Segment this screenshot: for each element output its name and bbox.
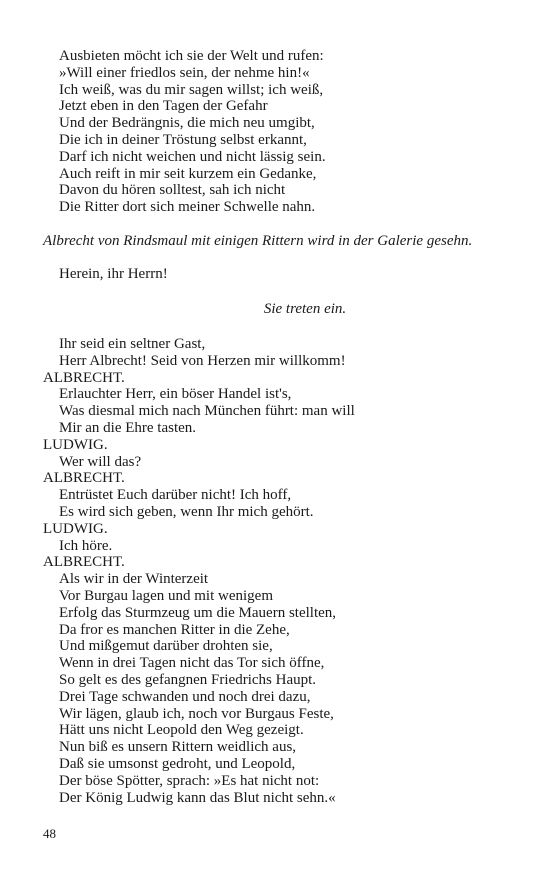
verse-line: Was diesmal mich nach München führt: man will (59, 403, 355, 420)
verse-line: Auch reift in mir seit kurzem ein Gedanke, (59, 165, 317, 182)
verse-line: Da fror es manchen Ritter in die Zehe, (59, 621, 290, 638)
verse-line: Entrüstet Euch darüber nicht! Ich hoff, (59, 487, 292, 504)
stage-direction: Albrecht von Rindsmaul mit einigen Rittern wird in der Galerie gesehn. (43, 233, 473, 249)
verse-line: Vor Burgau lagen und mit wenigem (59, 587, 273, 604)
stage-direction: Sie treten ein. (263, 301, 347, 317)
verse-line: Wenn in drei Tagen nicht das Tor sich öffne, (59, 655, 325, 672)
verse-line: Ausbieten möcht ich sie der Welt und rufen: (59, 48, 324, 64)
verse-line: Daß sie umsonst gedroht, und Leopold, (59, 755, 296, 772)
verse-line: Und mißgemut darüber drohten sie, (59, 638, 273, 655)
speaker-name: LUDWIG. (43, 520, 108, 537)
verse-line: Herein, ihr Herrn! (59, 266, 168, 282)
speaker-name: LUDWIG. (43, 436, 108, 453)
speaker-name: ALBRECHT. (43, 369, 125, 386)
verse-line: Wer will das? (59, 453, 142, 470)
verse-line: Wir lägen, glaub ich, noch vor Burgaus Feste, (59, 705, 334, 722)
verse-line: Der König Ludwig kann das Blut nicht sehn.« (59, 789, 336, 806)
verse-line: Als wir in der Winterzeit (59, 571, 209, 588)
verse-line: Ich höre. (59, 537, 113, 554)
dialogue (0, 336, 550, 806)
verse-line: Der böse Spötter, sprach: »Es hat nicht not: (59, 772, 320, 789)
verse-line: Es wird sich geben, wenn Ihr mich gehört. (59, 503, 314, 520)
verse-line: Nun biß es unsern Rittern weidlich aus, (59, 739, 297, 756)
verse-line: Davon du hören solltest, sah ich nicht (59, 182, 286, 199)
verse-line: Jetzt eben in den Tagen der Gefahr (59, 98, 268, 115)
verse-line: Darf ich nicht weichen und nicht lässig sein. (59, 148, 326, 165)
verse-line: Die Ritter dort sich meiner Schwelle nahn. (59, 199, 316, 216)
verse-line: Hätt uns nicht Leopold den Weg gezeigt. (59, 722, 304, 739)
verse-line: Herr Albrecht! Seid von Herzen mir willkomm! (59, 352, 346, 369)
page-number: 48 (43, 826, 56, 841)
verse-line: »Will einer friedlos sein, der nehme hin!« (59, 64, 310, 81)
speaker-name: ALBRECHT. (43, 470, 125, 487)
verse-line: Ihr seid ein seltner Gast, (59, 336, 206, 352)
verse-line: Erfolg das Sturmzeug um die Mauern stellten, (59, 604, 337, 621)
verse-line: Drei Tage schwanden und noch drei dazu, (59, 688, 311, 705)
stage-direction-enter (0, 301, 550, 318)
verse-line: So gelt es des gefangnen Friedrichs Haupt. (59, 671, 317, 688)
opening-verse (0, 48, 550, 216)
verse-line: Und der Bedrängnis, die mich neu umgibt, (59, 115, 315, 132)
verse-line: Ich weiß, was du mir sagen willst; ich weiß, (59, 81, 324, 98)
speaker-name: ALBRECHT. (43, 554, 125, 571)
herein-verse (0, 266, 550, 283)
verse-line: Mir an die Ehre tasten. (59, 419, 197, 436)
verse-line: Erlauchter Herr, ein böser Handel ist's, (59, 386, 292, 403)
stage-direction-entrance (0, 233, 550, 250)
verse-line: Die ich in deiner Tröstung selbst erkannt, (59, 131, 307, 148)
